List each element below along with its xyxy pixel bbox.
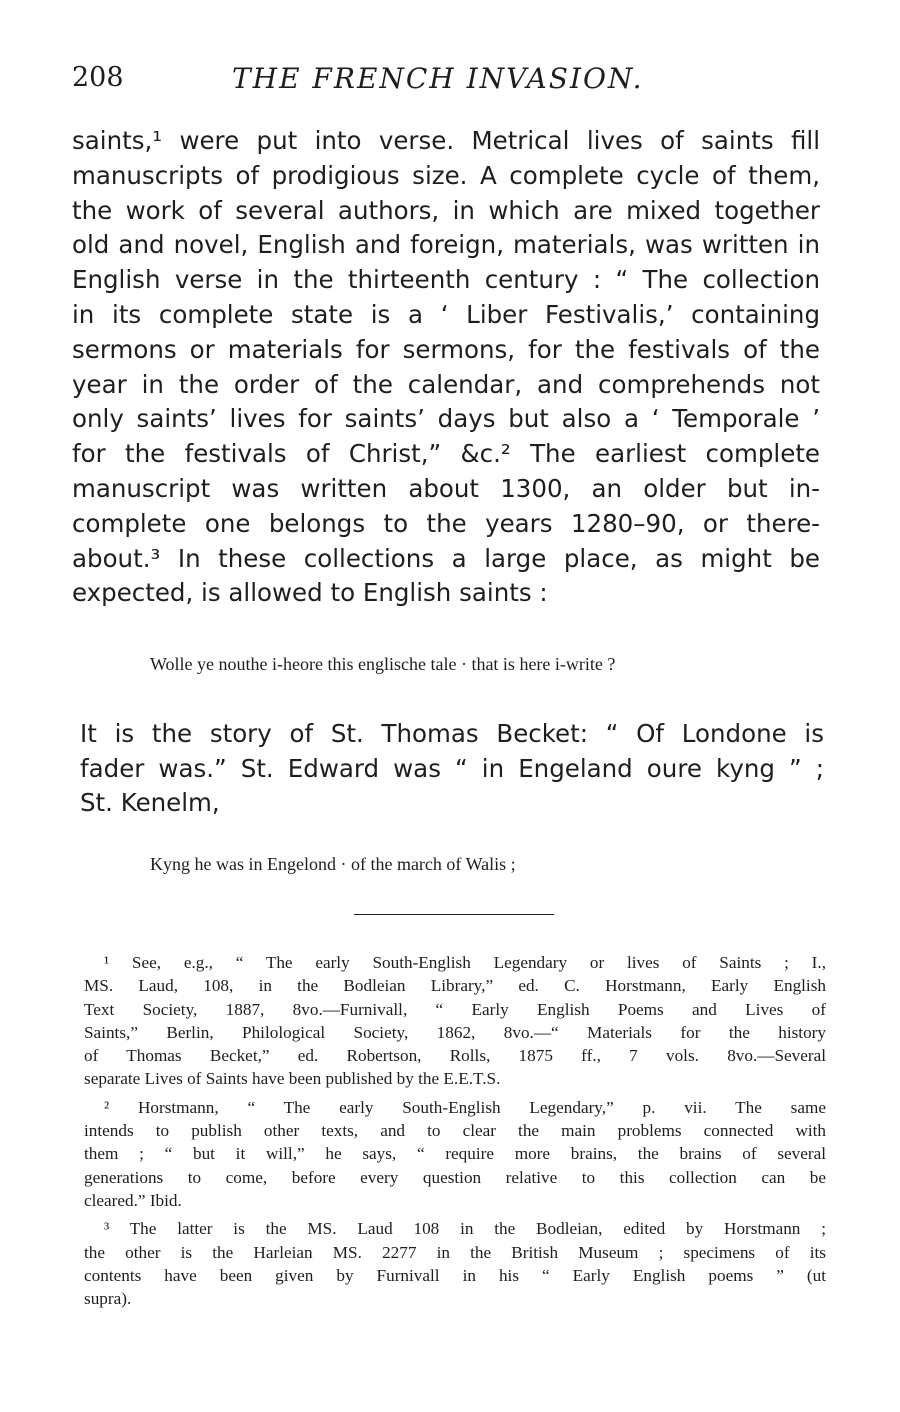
footnote-line: ¹ See, e.g., “ The early South-English Legendary or lives of Saints ; I., (104, 953, 826, 972)
text-line: It is the story of St. Thomas Becket: “ Of Londone is (80, 719, 824, 748)
page-header (72, 62, 820, 102)
footnote-line: them ; “ but it will,” he says, “ require more brains, the brains of several (84, 1144, 826, 1164)
footnote-divider (354, 914, 554, 915)
footnote-line: the other is the Harleian MS. 2277 in the British Museum ; specimens of its (84, 1242, 826, 1262)
text-line: manuscripts of prodigious size. A complete cycle of them, (72, 160, 820, 190)
running-title: THE FRENCH INVASION. (232, 62, 644, 95)
footnote-1 (84, 951, 826, 1091)
footnote-line: ³ The latter is the MS. Laud 108 in the Bodleian, edited by Horstmann ; (104, 1219, 826, 1239)
text-line: in its complete state is a ‘ Liber Festivalis,’ containing (72, 299, 820, 329)
text-line: St. Kenelm, (80, 788, 220, 817)
text-line: saints,¹ were put into verse. Metrical lives of saints fill (72, 126, 820, 155)
footnote-3 (84, 1217, 826, 1310)
footnote-2 (84, 1096, 826, 1212)
second-paragraph (80, 717, 824, 821)
verse-quotation: Kyng he was in Engelond · of the march of Walis ; (150, 854, 516, 874)
text-line: English verse in the thirteenth century : “ The collection (72, 265, 820, 295)
footnote-line: Saints,” Berlin, Philological Society, 1862, 8vo.—“ Materials for the history (84, 1022, 826, 1042)
verse-quotation: Wolle ye nouthe i-heore this englische tale · that is here i-write ? (150, 654, 616, 674)
page-number: 208 (72, 62, 124, 93)
footnotes (84, 951, 826, 1315)
text-line: the work of several authors, in which are mixed together (72, 195, 820, 225)
text-line: only saints’ lives for saints’ days but also a ‘ Temporale ’ (72, 404, 820, 434)
footnote-line: Text Society, 1887, 8vo.—Furnivall, “ Early English Poems and Lives of (84, 999, 826, 1019)
footnote-line: MS. Laud, 108, in the Bodleian Library,” ed. C. Horstmann, Early English (84, 976, 826, 996)
footnote-line: generations to come, before every question relative to this collection can be (84, 1167, 826, 1187)
text-line: complete one belongs to the years 1280–90, or there- (72, 508, 820, 538)
text-line: old and novel, English and foreign, materials, was written in (72, 230, 820, 260)
text-line: fader was.” St. Edward was “ in Engeland oure kyng ” ; (80, 753, 824, 783)
text-line: expected, is allowed to English saints : (72, 578, 548, 608)
footnote-line: supra). (84, 1289, 132, 1309)
footnote-line: cleared.” Ibid. (84, 1190, 182, 1210)
footnote-line: ² Horstmann, “ The early South-English Legendary,” p. vii. The same (104, 1097, 826, 1117)
text-line: sermons or materials for sermons, for the festivals of the (72, 334, 820, 364)
footnote-line: of Thomas Becket,” ed. Robertson, Rolls, 1875 ff., 7 vols. 8vo.—Several (84, 1046, 826, 1066)
text-line: year in the order of the calendar, and comprehends not (72, 369, 820, 399)
text-line: for the festivals of Christ,” &c.² The earliest complete (72, 439, 820, 469)
main-paragraph (72, 124, 820, 611)
footnote-line: intends to publish other texts, and to clear the main problems connected with (84, 1121, 826, 1141)
text-line: about.³ In these collections a large place, as might be (72, 543, 820, 573)
footnote-line: separate Lives of Saints have been published by the E.E.T.S. (84, 1069, 501, 1089)
text-line: manuscript was written about 1300, an older but in- (72, 473, 820, 503)
footnote-line: contents have been given by Furnivall in his “ Early English poems ” (ut (84, 1265, 826, 1285)
